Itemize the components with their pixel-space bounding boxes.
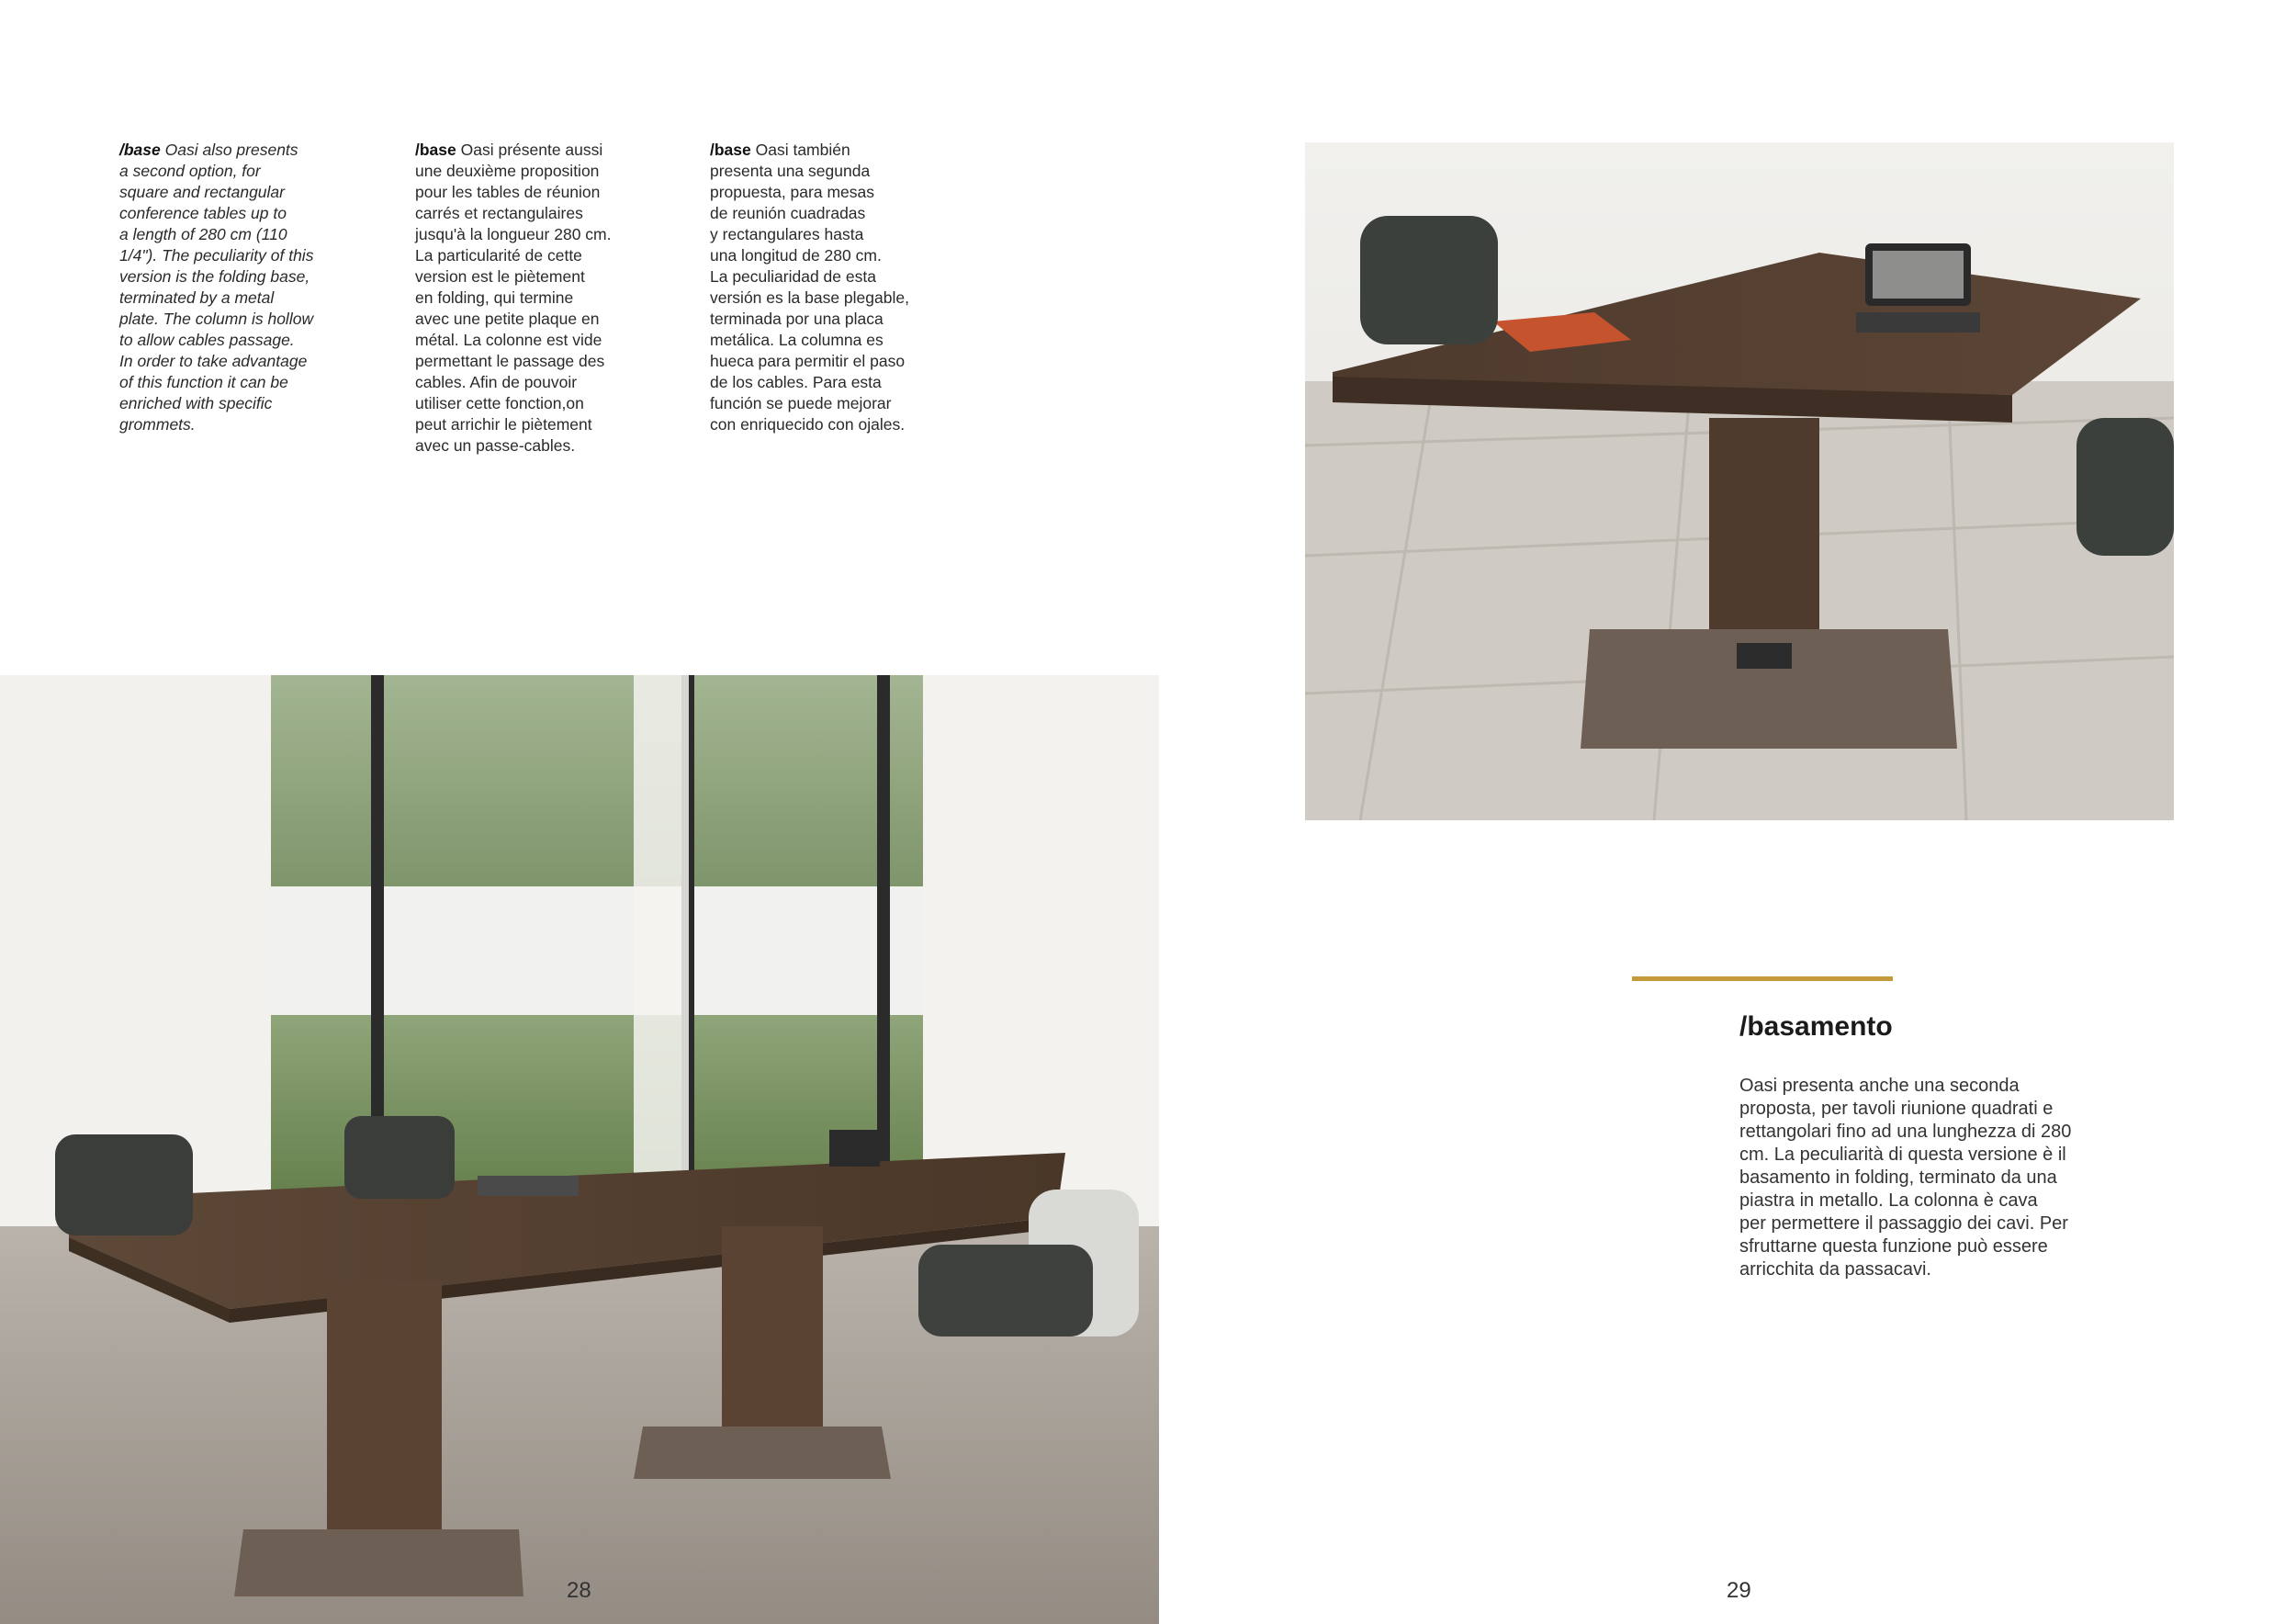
column-label: /base [710, 141, 751, 159]
text-column-french [415, 140, 654, 457]
page-number-right: 29 [1727, 1578, 1751, 1603]
section-body: Oasi presenta anche una seconda proposta, per tavoli riunione quadrati e rettangolari fino ad una lunghezza di 280 cm. La peculiarità di questa versione è il basamento in folding, terminato da una piastra in metallo. La colonna è cava per permettere il passaggio dei cavi. Per sfruttarne questa funzione può essere arricchita da passacavi. [1739, 1076, 2072, 1280]
column-body: Oasi présente aussi une deuxième proposition pour les tables de réunion carrés et rectangulaires jusqu'à la longueur 280 cm. La particularité de cette version est le piètement en folding, qui termine avec une petite plaque en métal. La colonne est vide permettant le passage des cables. Afin de pouvoir utiliser cette fonction,on peut arrichir le piètement avec un passe-cables. [415, 141, 612, 455]
column-label: /base [415, 141, 456, 159]
column-body: Oasi también presenta una segunda propuesta, para mesas de reunión cuadradas y rectangulares hasta una longitud de 280 cm. La peculiaridad de esta versión es la base plegable, terminada por una placa metálica. La columna es hueca para permitir el paso de los cables. Para esta función se puede mejorar con enriquecido con ojales. [710, 141, 909, 434]
page-number-left: 28 [567, 1578, 591, 1603]
accent-divider [1632, 976, 1893, 981]
text-column-spanish [710, 140, 949, 435]
photo-square-table [1305, 142, 2174, 820]
column-label: /base [119, 141, 161, 159]
text-column-english [119, 140, 340, 435]
photo-conference-room [0, 675, 1159, 1624]
section-title: /basamento [1739, 1011, 1893, 1042]
column-body: Oasi also presents a second option, for square and rectangular conference tables up to a length of 280 cm (110 1/4"). The peculiarity of this version is the folding base, terminated by a metal plate. The column is hollow to allow cables passage. In order to take advantage of this function it can be enriched with specific grommets. [119, 141, 314, 434]
